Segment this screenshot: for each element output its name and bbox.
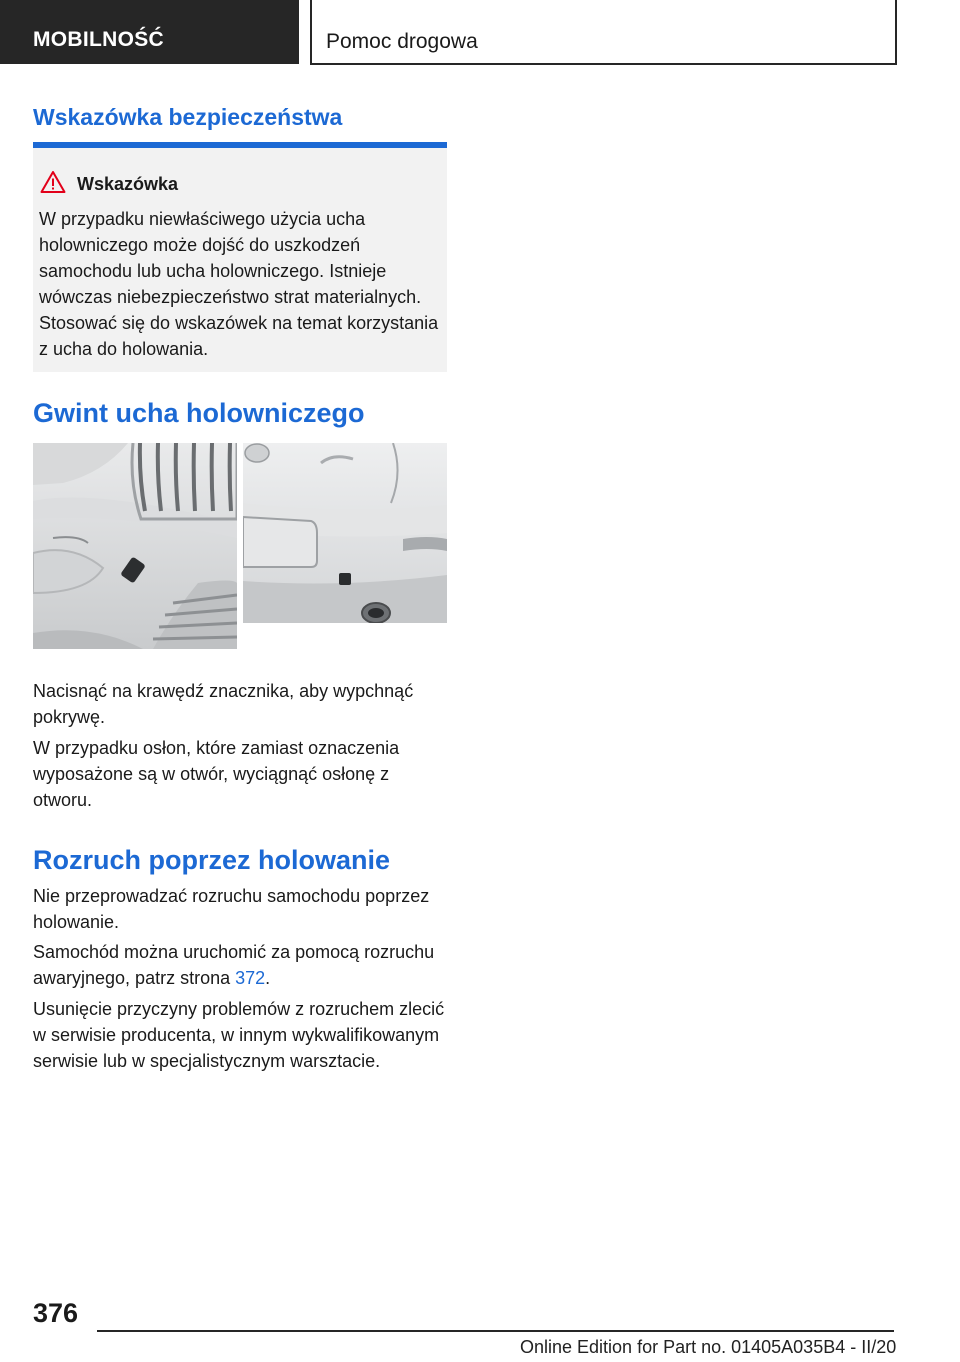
header-section-tab	[0, 0, 299, 64]
thread-paragraph-1: Nacisnąć na krawędź znacznika, aby wypchnąć pokrywę.	[33, 681, 414, 727]
warning-triangle-icon	[40, 170, 66, 194]
footer-edition: Online Edition for Part no. 01405A035B4 - II/20	[520, 1337, 897, 1357]
tow-start-paragraph-3: Usunięcie przyczyny problemów z rozruchem zlecić w serwisie producenta, w innym wykwalifikowanym serwisie lub w specjalistycznym warsztacie.	[33, 999, 445, 1071]
front-bumper-photo	[33, 443, 237, 649]
warning-text: W przypadku niewłaściwego użycia ucha holowniczego może dojść do uszkodzeń samochodu lub ucha holowniczego. Istnieje wówczas niebezpieczeństwo strat materialnych. Stosować się do wskazówek na temat korzystania z ucha do holowania.	[39, 209, 439, 359]
tow-start-paragraph-2-end: .	[265, 968, 271, 988]
safety-heading: Wskazówka bezpieczeństwa	[33, 104, 343, 130]
header-chapter-label: Pomoc drogowa	[326, 30, 478, 53]
tow-start-paragraph-2-text: Samochód można uruchomić za pomocą rozruchu awaryjnego, patrz strona	[33, 942, 435, 988]
thread-heading: Gwint ucha holowniczego	[33, 398, 365, 428]
tow-start-paragraph-1: Nie przeprowadzać rozruchu samochodu poprzez holowanie.	[33, 886, 430, 932]
thread-paragraph-2: W przypadku osłon, które zamiast oznaczenia wyposażone są w otwór, wyciągnąć osłonę z otworu.	[33, 738, 400, 810]
header-section-label: MOBILNOŚĆ	[33, 28, 165, 51]
tow-start-paragraph-2	[33, 939, 453, 991]
header-chapter-box	[310, 0, 897, 65]
tow-start-heading: Rozruch poprzez holowanie	[33, 845, 391, 875]
page-reference-link[interactable]: 372	[235, 968, 266, 988]
rear-bumper-photo	[243, 443, 447, 623]
footer-divider	[97, 1330, 894, 1332]
warning-box	[33, 142, 447, 372]
page-number: 376	[33, 1298, 79, 1328]
warning-title: Wskazówka	[77, 174, 179, 194]
